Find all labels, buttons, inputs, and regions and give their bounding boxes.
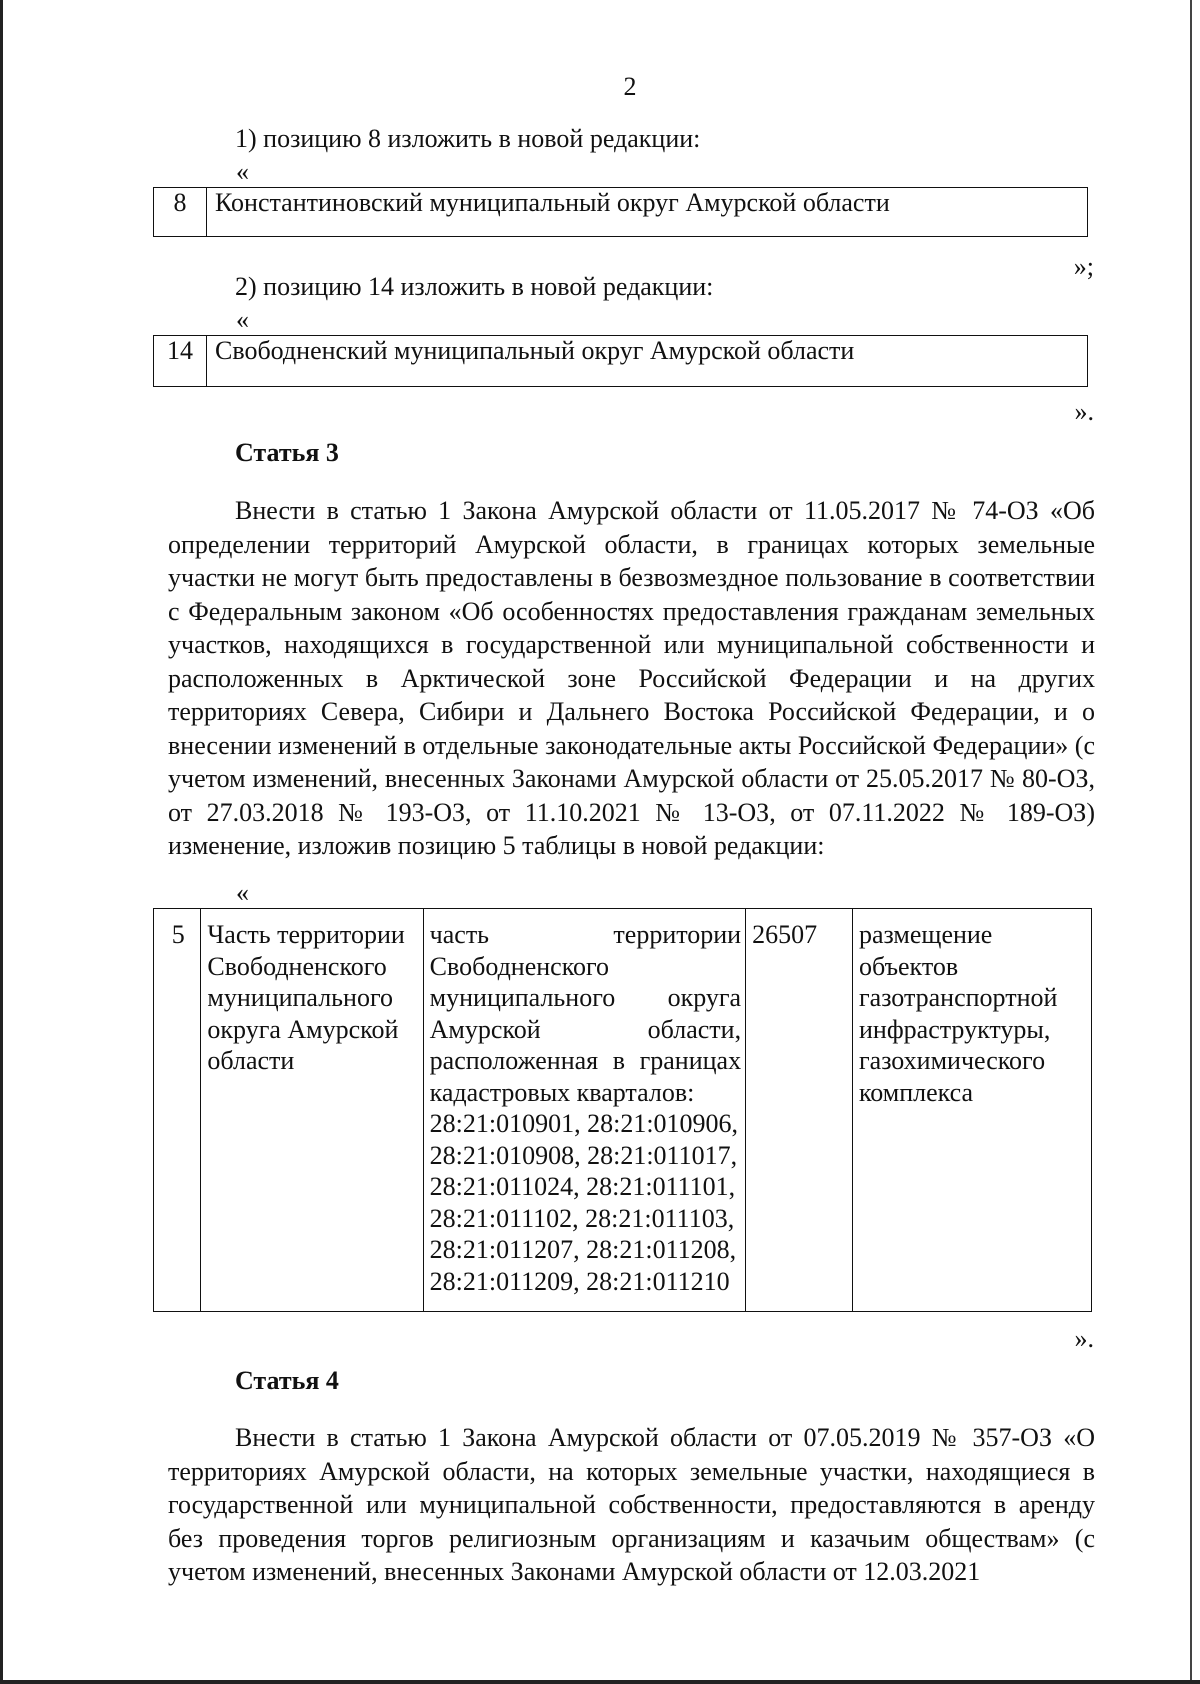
territory-description-text: часть территории Свободненского муниципального округа Амурской области, расположенная в границах кадастровых кварталов:: [429, 920, 742, 1107]
article-3-quote-close: ».: [1074, 1324, 1094, 1353]
page-number: 2: [623, 72, 637, 101]
table-row: [154, 188, 1088, 237]
table-position-8: [153, 187, 1088, 237]
page-edge-right: [1190, 0, 1192, 1684]
article-3-text: Внести в статью 1 Закона Амурской области от 11.05.2017 № 74-ОЗ «Об определении территорий Амурской области, в границах которых земельные участки не могут быть предоставлены в безвозмездное пользование в соответствии с Федеральным законом «Об особенностях предоставления гражданам земельных участков, находящихся в государственной или муниципальной собственности и расположенных в Арктической зоне Российской Федерации и на других территориях Севера, Сибири и Дальнего Востока Российской Федерации, и о внесении изменений в отдельные законодательные акты Российской Федерации» (с учетом изменений, внесенных Законами Амурской области от 25.05.2017 № 80-ОЗ, от 27.03.2018 № 193-ОЗ, от 11.10.2021 № 13-ОЗ, от 07.11.2022 № 189-ОЗ) изменение, изложив позицию 5 таблицы в новой редакции:: [168, 496, 1095, 860]
cadastral-line: 28:21:010901, 28:21:010906,: [429, 1109, 739, 1138]
territory-name: Часть территории Свободненского муниципального округа Амурской области: [201, 909, 423, 1312]
item-1-quote-open: «: [236, 157, 249, 186]
position-name: Свободненский муниципальный округ Амурской области: [207, 336, 1088, 387]
page-edge-left: [0, 0, 3, 1684]
item-2-label: 2) позицию 14 изложить в новой редакции:: [235, 272, 714, 301]
cadastral-quarters: [430, 1108, 741, 1297]
table-position-5: [153, 908, 1092, 1312]
area-value: 26507: [746, 909, 853, 1312]
position-number: 14: [154, 336, 207, 387]
position-number: 5: [154, 909, 201, 1312]
cadastral-line: 28:21:011102, 28:21:011103,: [429, 1203, 735, 1233]
position-number: 8: [154, 188, 207, 237]
cadastral-line: 28:21:011024, 28:21:011101,: [429, 1172, 736, 1201]
article-3-quote-open: «: [236, 878, 249, 907]
article-4-text: Внести в статью 1 Закона Амурской области от 07.05.2019 № 357-ОЗ «О территориях Амурской области, на которых земельные участки, находящиеся в государственной или муниципальной собственности, предоставляются в аренду без проведения торгов религиозным организациям и казачьим обществам» (с учетом изменений, внесенных Законами Амурской области от 12.03.2021: [168, 1423, 1095, 1586]
item-1-label: 1) позицию 8 изложить в новой редакции:: [235, 124, 701, 153]
page-edge-bottom: [0, 1680, 1200, 1684]
cadastral-line: 28:21:011209, 28:21:011210: [429, 1266, 730, 1296]
land-purpose: размещение объектов газотранспортной инфраструктуры, газохимического комплекса: [852, 909, 1091, 1312]
table-row: [154, 909, 1092, 1312]
article-4-heading: Статья 4: [235, 1366, 339, 1395]
item-2-quote-close: ».: [1074, 397, 1094, 426]
table-position-14: [153, 335, 1088, 387]
cadastral-line: 28:21:011207, 28:21:011208,: [429, 1235, 737, 1264]
position-name: Константиновский муниципальный округ Амурской области: [207, 188, 1088, 237]
territory-description: [423, 909, 745, 1312]
item-1-quote-close: »;: [1073, 252, 1094, 281]
article-3-heading: Статья 3: [235, 438, 339, 467]
table-row: [154, 336, 1088, 387]
item-2-quote-open: «: [236, 305, 249, 334]
cadastral-line: 28:21:010908, 28:21:011017,: [429, 1140, 738, 1170]
